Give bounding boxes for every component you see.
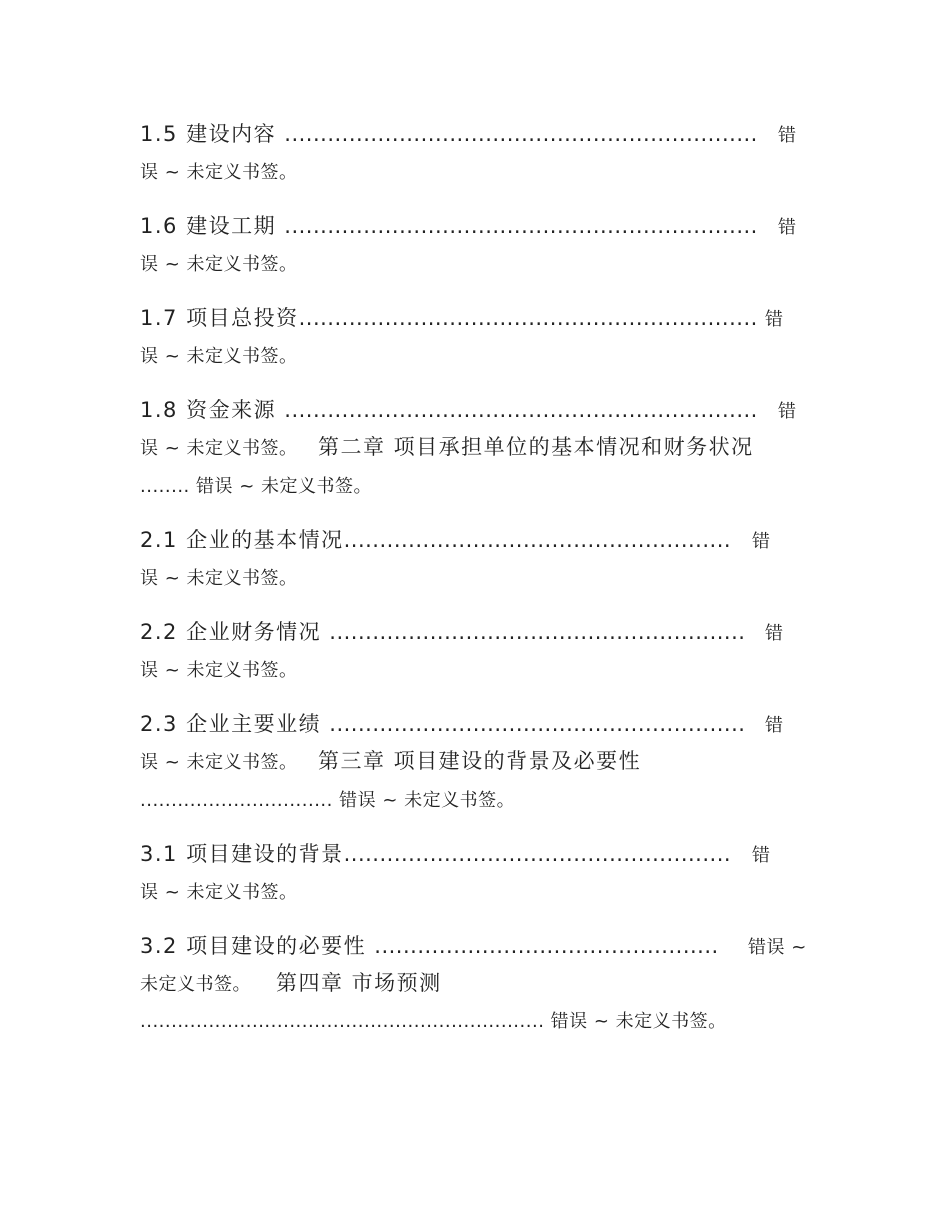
toc-error-text: 未定义书签。 bbox=[140, 974, 251, 995]
toc-error-text: 误 ~ 未定义书签。 bbox=[140, 568, 298, 589]
toc-entry-title: 2.2 企业财务情况 .......................................................... bbox=[140, 620, 746, 644]
toc-error-text: 误 ~ 未定义书签。 bbox=[140, 162, 298, 183]
toc-error-text: 错 bbox=[765, 623, 784, 644]
toc-entry-title: 3.2 项目建设的必要性 ................................................ bbox=[140, 934, 719, 958]
toc-entry-title: 1.5 建设内容 .................................................................. bbox=[140, 122, 758, 146]
toc-error-text: 错 bbox=[778, 401, 797, 422]
toc-entry-title: 1.7 项目总投资................................................................ bbox=[140, 306, 758, 330]
toc-chapter-line: ........ 错误 ~ 未定义书签。 bbox=[140, 476, 373, 497]
toc-chapter-line: ................................................................. 错误 ~ 未定义书签。 bbox=[140, 1011, 727, 1032]
toc-error-text: 错 bbox=[752, 845, 771, 866]
toc-error-text: 错误 ~ bbox=[748, 937, 807, 958]
toc-error-text: 错 bbox=[752, 531, 771, 552]
toc-error-text: 错 bbox=[765, 715, 784, 736]
toc-error-text: 误 ~ 未定义书签。 bbox=[140, 660, 298, 681]
toc-chapter-heading: 第四章 市场预测 bbox=[276, 971, 442, 995]
toc-error-text: 错 bbox=[778, 125, 797, 146]
toc-entry-title: 1.6 建设工期 .................................................................. bbox=[140, 214, 758, 238]
toc-error-text: 错 bbox=[778, 217, 797, 238]
toc-error-text: 误 ~ 未定义书签。 bbox=[140, 346, 298, 367]
toc-entry-title: 2.1 企业的基本情况...................................................... bbox=[140, 528, 732, 552]
toc-entry-title: 2.3 企业主要业绩 .......................................................... bbox=[140, 712, 746, 736]
toc-error-text: 错 bbox=[765, 309, 784, 330]
toc-error-text: 误 ~ 未定义书签。 bbox=[140, 752, 298, 773]
toc-entry-title: 1.8 资金来源 .................................................................. bbox=[140, 398, 758, 422]
toc-error-text: 误 ~ 未定义书签。 bbox=[140, 254, 298, 275]
toc-chapter-heading: 第三章 项目建设的背景及必要性 bbox=[318, 749, 642, 773]
toc-entry-title: 3.1 项目建设的背景...................................................... bbox=[140, 842, 732, 866]
toc-chapter-heading: 第二章 项目承担单位的基本情况和财务状况 bbox=[318, 435, 754, 459]
toc-error-text: 误 ~ 未定义书签。 bbox=[140, 882, 298, 903]
toc-error-text: 误 ~ 未定义书签。 bbox=[140, 438, 298, 459]
toc-chapter-line: ............................... 错误 ~ 未定义书签。 bbox=[140, 790, 516, 811]
